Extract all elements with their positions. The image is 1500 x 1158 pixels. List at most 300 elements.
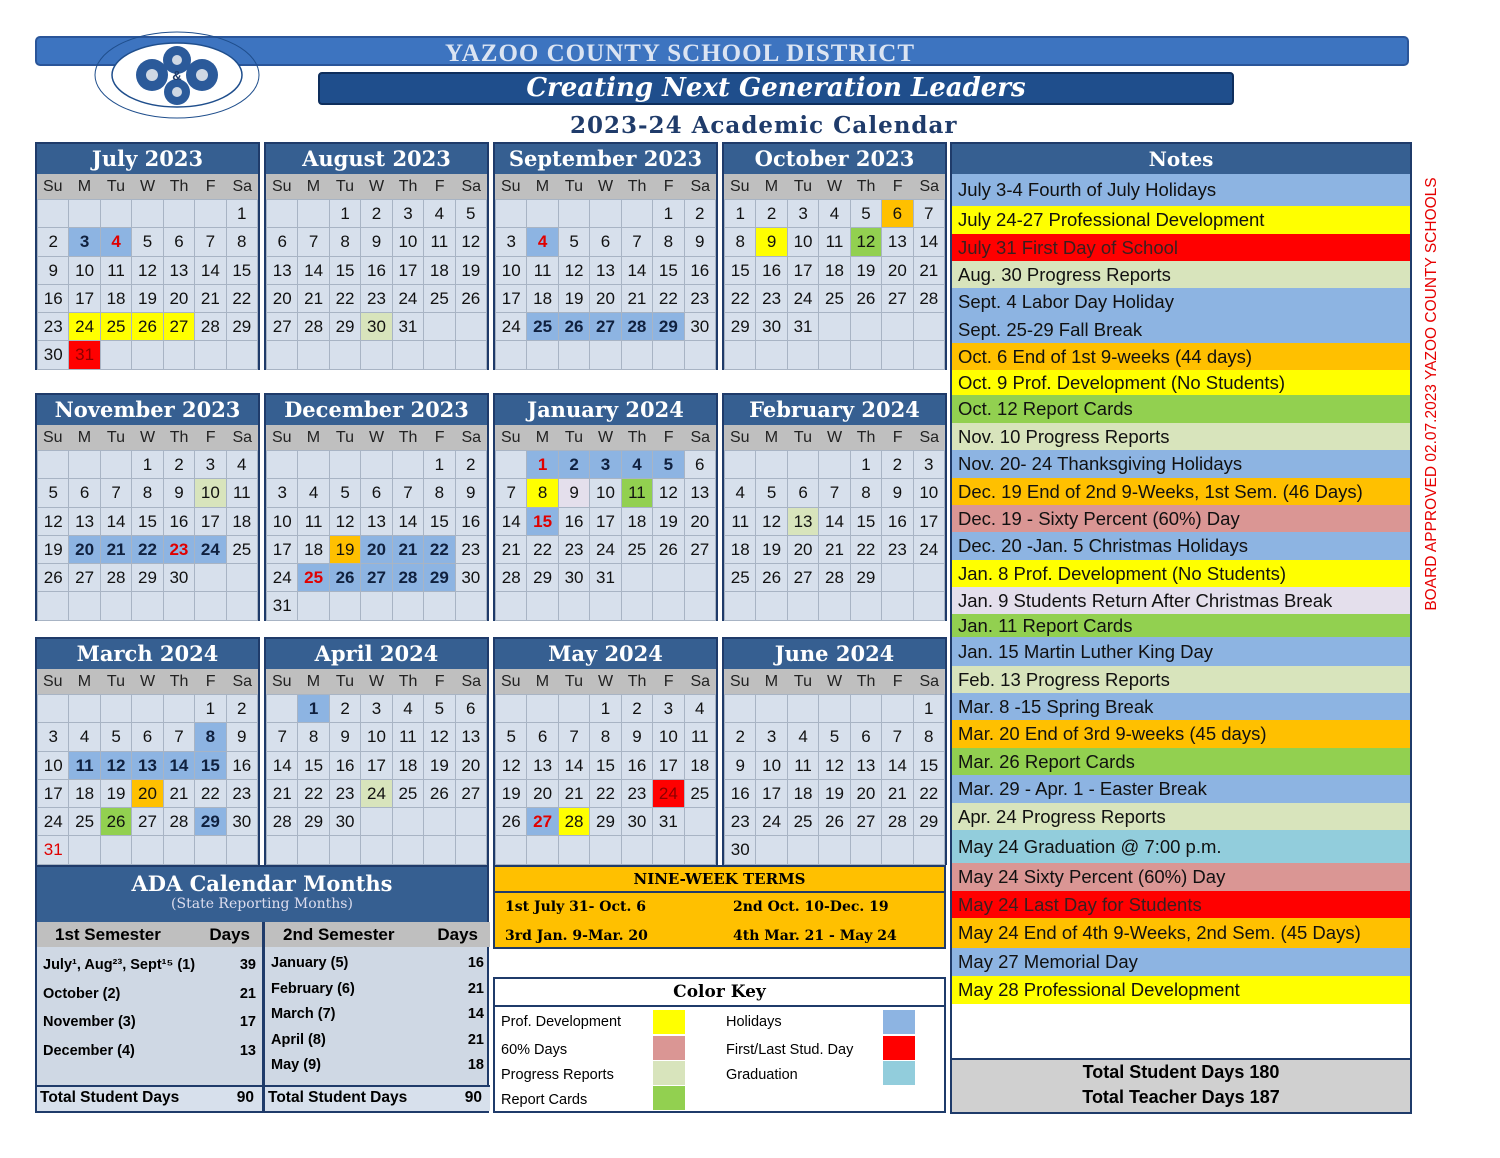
day-cell: 21 (267, 780, 297, 807)
ada-month-name: January (5) (271, 955, 349, 971)
day-grid (37, 694, 258, 865)
note-item: Sept. 4 Labor Day Holiday (952, 288, 1410, 316)
day-cell: 30 (330, 808, 360, 835)
day-cell: 13 (456, 723, 486, 750)
day-cell: 11 (788, 752, 818, 779)
day-cell: 24 (393, 285, 423, 312)
day-cell: 16 (882, 508, 912, 535)
day-cell (132, 695, 162, 722)
weekday-label: W (139, 178, 156, 195)
day-cell (725, 451, 755, 478)
day-cell: 5 (38, 479, 68, 506)
weekday-header (37, 669, 258, 694)
day-cell: 16 (756, 257, 786, 284)
day-cell (195, 200, 225, 227)
weekday-label: F (663, 673, 674, 690)
day-cell (527, 200, 557, 227)
day-cell: 1 (590, 695, 620, 722)
day-cell: 2 (227, 695, 257, 722)
weekday-label: Sa (461, 673, 482, 690)
day-cell (330, 451, 360, 478)
day-cell: 1 (527, 451, 557, 478)
weekday-label: Su (272, 178, 292, 195)
day-cell: 3 (267, 479, 297, 506)
day-cell (132, 836, 162, 863)
day-cell: 12 (132, 257, 162, 284)
day-cell: 1 (227, 200, 257, 227)
day-cell: 12 (38, 508, 68, 535)
day-cell: 17 (653, 752, 683, 779)
day-cell (227, 341, 257, 368)
day-cell: 25 (622, 536, 652, 563)
day-cell (819, 451, 849, 478)
ada-month-row (265, 951, 490, 977)
weekday-label: W (826, 178, 843, 195)
day-cell: 4 (424, 200, 454, 227)
day-cell: 4 (685, 695, 715, 722)
day-cell: 29 (914, 808, 944, 835)
note-item: Aug. 30 Progress Reports (952, 261, 1410, 288)
sem1-days-label: Days (209, 925, 250, 944)
day-cell: 3 (69, 228, 99, 255)
key-sixty-swatch (653, 1036, 685, 1060)
day-cell: 10 (756, 752, 786, 779)
day-cell: 31 (653, 808, 683, 835)
weekday-label: W (139, 673, 156, 690)
day-cell: 15 (298, 752, 328, 779)
day-cell (38, 451, 68, 478)
day-cell: 7 (559, 723, 589, 750)
day-cell: 29 (527, 564, 557, 591)
day-cell (101, 200, 131, 227)
note-item: Mar. 26 Report Cards (952, 748, 1410, 775)
weekday-header (37, 174, 258, 199)
month-calendar (264, 142, 489, 370)
day-cell: 22 (590, 780, 620, 807)
day-cell: 15 (330, 257, 360, 284)
ada-month-name: October (2) (43, 985, 121, 1002)
day-cell: 19 (756, 536, 786, 563)
weekday-label: Sa (919, 673, 940, 690)
day-cell: 25 (101, 313, 131, 340)
day-cell: 23 (164, 536, 194, 563)
day-cell (101, 836, 131, 863)
day-cell: 1 (914, 695, 944, 722)
day-cell: 6 (361, 479, 391, 506)
weekday-label: M (77, 429, 92, 446)
weekday-header (37, 425, 258, 450)
note-item: Oct. 12 Report Cards (952, 395, 1410, 423)
weekday-label: W (139, 429, 156, 446)
day-cell (424, 313, 454, 340)
day-cell (456, 341, 486, 368)
weekday-label: Tu (793, 673, 812, 690)
day-cell: 27 (788, 564, 818, 591)
day-cell: 15 (590, 752, 620, 779)
day-cell: 29 (590, 808, 620, 835)
note-item: Oct. 6 End of 1st 9-weeks (44 days) (952, 343, 1410, 370)
day-cell (653, 592, 683, 619)
day-cell: 14 (914, 228, 944, 255)
day-cell (882, 564, 912, 591)
day-cell: 22 (653, 285, 683, 312)
day-cell: 9 (361, 228, 391, 255)
weekday-label: F (892, 429, 903, 446)
day-cell: 5 (101, 723, 131, 750)
month-title: July 2023 (37, 144, 258, 174)
day-cell: 27 (132, 808, 162, 835)
ada-month-days: 21 (239, 985, 256, 1002)
note-item: Dec. 19 End of 2nd 9-Weeks, 1st Sem. (46 Days) (952, 478, 1410, 505)
month-title: April 2024 (266, 639, 487, 669)
weekday-label: Sa (232, 178, 253, 195)
day-cell: 13 (685, 479, 715, 506)
day-cell: 21 (882, 780, 912, 807)
day-cell (69, 451, 99, 478)
day-cell: 3 (195, 451, 225, 478)
note-item: May 24 Last Day for Students (952, 891, 1410, 918)
day-cell (788, 836, 818, 863)
weekday-label: Th (169, 429, 189, 446)
day-cell: 11 (227, 479, 257, 506)
day-cell: 5 (330, 479, 360, 506)
day-cell (393, 808, 423, 835)
day-cell: 25 (393, 780, 423, 807)
day-cell (393, 451, 423, 478)
month-calendar (264, 637, 489, 865)
weekday-label: Th (856, 178, 876, 195)
weekday-label: F (434, 429, 445, 446)
day-cell: 6 (851, 723, 881, 750)
second-semester (265, 922, 490, 1111)
day-cell: 3 (393, 200, 423, 227)
sem1-head: 1st Semester (55, 925, 161, 944)
day-cell (914, 836, 944, 863)
day-cell: 13 (788, 508, 818, 535)
day-cell (361, 451, 391, 478)
day-cell: 13 (590, 257, 620, 284)
note-item: May 24 Graduation @ 7:00 p.m. (952, 830, 1410, 863)
note-item: Mar. 8 -15 Spring Break (952, 693, 1410, 720)
weekday-label: Su (272, 673, 292, 690)
day-cell: 16 (330, 752, 360, 779)
color-key-title: Color Key (495, 979, 944, 1007)
day-cell: 28 (267, 808, 297, 835)
note-item: Mar. 20 End of 3rd 9-weeks (45 days) (952, 720, 1410, 748)
key-holidays-label: Holidays (726, 1014, 782, 1030)
day-cell (590, 836, 620, 863)
ada-month-days: 17 (239, 1014, 256, 1030)
day-cell: 13 (132, 752, 162, 779)
day-cell: 4 (393, 695, 423, 722)
ada-month-row (265, 1053, 490, 1079)
calendar-title: 2023-24 Academic Calendar (570, 112, 958, 139)
day-cell: 6 (164, 228, 194, 255)
day-cell: 7 (914, 200, 944, 227)
weekday-label: W (368, 429, 385, 446)
weekday-label: Su (730, 178, 750, 195)
day-cell: 30 (456, 564, 486, 591)
day-cell: 11 (685, 723, 715, 750)
day-cell (685, 836, 715, 863)
month-calendar (722, 393, 947, 621)
day-cell: 21 (622, 285, 652, 312)
day-cell: 25 (685, 780, 715, 807)
day-cell: 8 (914, 723, 944, 750)
day-cell: 4 (788, 723, 818, 750)
ada-month-days: 16 (467, 955, 484, 971)
note-item: May 24 Sixty Percent (60%) Day (952, 863, 1410, 891)
day-cell: 12 (456, 228, 486, 255)
day-cell (756, 836, 786, 863)
day-cell: 14 (164, 752, 194, 779)
day-grid (37, 199, 258, 370)
sem2-days-label: Days (437, 925, 478, 944)
day-cell (653, 564, 683, 591)
day-cell: 16 (725, 780, 755, 807)
day-cell: 2 (559, 451, 589, 478)
weekday-label: Th (627, 178, 647, 195)
day-cell: 23 (725, 808, 755, 835)
day-cell (69, 592, 99, 619)
day-cell: 28 (622, 313, 652, 340)
day-cell: 20 (456, 752, 486, 779)
key-prof-dev-label: Prof. Development (501, 1014, 622, 1030)
day-cell (195, 564, 225, 591)
weekday-header (266, 425, 487, 450)
day-cell: 1 (298, 695, 328, 722)
day-cell: 8 (590, 723, 620, 750)
day-cell: 24 (914, 536, 944, 563)
day-cell: 10 (267, 508, 297, 535)
day-cell (914, 564, 944, 591)
day-cell: 26 (559, 313, 589, 340)
weekday-label: Tu (793, 178, 812, 195)
day-grid (495, 450, 716, 621)
day-cell: 25 (527, 313, 557, 340)
day-cell (298, 836, 328, 863)
day-cell: 30 (756, 313, 786, 340)
day-cell: 30 (38, 341, 68, 368)
day-cell: 12 (819, 752, 849, 779)
day-cell: 19 (456, 257, 486, 284)
board-approved-stamp: BOARD APPROVED 02.07.2023 YAZOO COUNTY SCHOOLS (1423, 177, 1440, 611)
weekday-label: Su (43, 178, 63, 195)
weekday-label: Th (856, 429, 876, 446)
day-cell: 18 (725, 536, 755, 563)
day-cell: 17 (195, 508, 225, 535)
day-cell: 14 (195, 257, 225, 284)
day-cell: 22 (195, 780, 225, 807)
term-3: 3rd Jan. 9-Mar. 20 (505, 928, 648, 944)
sem2-total: 90 (464, 1089, 482, 1106)
day-cell: 5 (132, 228, 162, 255)
term-1: 1st July 31- Oct. 6 (505, 899, 646, 915)
day-cell: 21 (101, 536, 131, 563)
day-cell: 20 (685, 508, 715, 535)
day-cell: 13 (882, 228, 912, 255)
day-cell: 14 (496, 508, 526, 535)
ada-subtitle: (State Reporting Months) (171, 896, 353, 912)
day-cell (819, 592, 849, 619)
day-cell: 24 (195, 536, 225, 563)
ada-month-row (265, 1028, 490, 1054)
day-cell (393, 592, 423, 619)
day-cell (788, 695, 818, 722)
day-cell (914, 592, 944, 619)
day-cell: 7 (819, 479, 849, 506)
month-calendar (35, 142, 260, 370)
day-cell: 27 (851, 808, 881, 835)
day-cell: 20 (164, 285, 194, 312)
day-cell: 22 (914, 780, 944, 807)
note-item: Apr. 24 Progress Reports (952, 803, 1410, 830)
key-graduation-swatch (883, 1061, 915, 1085)
day-cell (132, 200, 162, 227)
day-cell: 6 (456, 695, 486, 722)
day-cell: 30 (559, 564, 589, 591)
day-cell (725, 341, 755, 368)
month-title: September 2023 (495, 144, 716, 174)
day-cell (527, 592, 557, 619)
day-cell: 7 (298, 228, 328, 255)
day-cell: 6 (685, 451, 715, 478)
day-cell: 3 (914, 451, 944, 478)
weekday-label: Th (856, 673, 876, 690)
day-cell: 15 (851, 508, 881, 535)
day-cell (527, 836, 557, 863)
first-semester (37, 922, 265, 1111)
day-cell (456, 808, 486, 835)
day-cell: 20 (788, 536, 818, 563)
day-cell: 7 (195, 228, 225, 255)
month-title: January 2024 (495, 395, 716, 425)
day-cell: 10 (195, 479, 225, 506)
day-cell (496, 200, 526, 227)
day-cell: 27 (527, 808, 557, 835)
day-cell (819, 341, 849, 368)
day-cell: 26 (330, 564, 360, 591)
day-cell: 23 (227, 780, 257, 807)
sem1-total-label: Total Student Days (40, 1089, 180, 1106)
day-cell (361, 341, 391, 368)
month-calendar (35, 393, 260, 621)
day-cell: 5 (496, 723, 526, 750)
note-item: July 3-4 Fourth of July Holidays (952, 174, 1410, 206)
day-cell: 19 (424, 752, 454, 779)
ada-month-name: April (8) (271, 1031, 326, 1048)
day-cell: 21 (195, 285, 225, 312)
ada-month-row (37, 1008, 262, 1037)
day-cell (756, 341, 786, 368)
day-cell: 22 (424, 536, 454, 563)
day-cell: 15 (653, 257, 683, 284)
day-cell: 19 (851, 257, 881, 284)
day-cell (559, 200, 589, 227)
day-cell (424, 836, 454, 863)
key-holidays-swatch (883, 1010, 915, 1034)
day-cell (496, 592, 526, 619)
day-cell: 15 (914, 752, 944, 779)
day-cell: 2 (456, 451, 486, 478)
day-cell (559, 836, 589, 863)
day-cell: 26 (424, 780, 454, 807)
day-cell: 8 (725, 228, 755, 255)
weekday-label: W (368, 673, 385, 690)
day-cell (132, 341, 162, 368)
day-cell (653, 836, 683, 863)
day-cell (361, 592, 391, 619)
day-cell: 27 (685, 536, 715, 563)
day-cell: 18 (298, 536, 328, 563)
day-cell: 30 (622, 808, 652, 835)
day-cell: 2 (882, 451, 912, 478)
day-cell: 19 (330, 536, 360, 563)
day-cell: 24 (361, 780, 391, 807)
weekday-label: Th (169, 178, 189, 195)
weekday-label: Th (169, 673, 189, 690)
day-cell (882, 592, 912, 619)
day-cell: 17 (267, 536, 297, 563)
day-cell: 28 (819, 564, 849, 591)
weekday-label: W (368, 178, 385, 195)
day-cell (653, 341, 683, 368)
day-cell: 26 (851, 285, 881, 312)
day-cell: 24 (267, 564, 297, 591)
note-item: Oct. 9 Prof. Development (No Students) (952, 370, 1410, 395)
day-cell: 16 (361, 257, 391, 284)
day-cell: 19 (559, 285, 589, 312)
day-cell: 30 (685, 313, 715, 340)
day-cell: 12 (559, 257, 589, 284)
weekday-label: Th (398, 673, 418, 690)
note-item: Nov. 20- 24 Thanksgiving Holidays (952, 450, 1410, 478)
day-grid (266, 694, 487, 865)
day-cell: 3 (38, 723, 68, 750)
weekday-label: Su (730, 429, 750, 446)
month-title: December 2023 (266, 395, 487, 425)
day-cell (195, 836, 225, 863)
day-cell: 1 (195, 695, 225, 722)
weekday-label: F (205, 673, 216, 690)
day-cell (330, 592, 360, 619)
day-cell (788, 592, 818, 619)
day-cell (756, 695, 786, 722)
day-cell (527, 341, 557, 368)
day-cell: 15 (424, 508, 454, 535)
weekday-label: Sa (461, 178, 482, 195)
day-cell: 11 (393, 723, 423, 750)
day-cell: 27 (267, 313, 297, 340)
ada-month-days: 13 (239, 1042, 256, 1059)
weekday-label: M (535, 178, 550, 195)
day-cell: 9 (164, 479, 194, 506)
day-cell (330, 341, 360, 368)
day-cell (69, 695, 99, 722)
day-cell: 29 (298, 808, 328, 835)
key-first-last-swatch (883, 1036, 915, 1060)
total-student-days: Total Student Days 180 (1082, 1062, 1280, 1082)
day-cell (393, 341, 423, 368)
district-motto: Creating Next Generation Leaders (318, 72, 1234, 105)
key-first-last-label: First/Last Stud. Day (726, 1042, 854, 1058)
day-cell: 14 (101, 508, 131, 535)
day-cell: 10 (788, 228, 818, 255)
ada-month-row (265, 977, 490, 1003)
weekday-label: Th (627, 429, 647, 446)
day-cell: 10 (590, 479, 620, 506)
day-cell: 23 (38, 313, 68, 340)
